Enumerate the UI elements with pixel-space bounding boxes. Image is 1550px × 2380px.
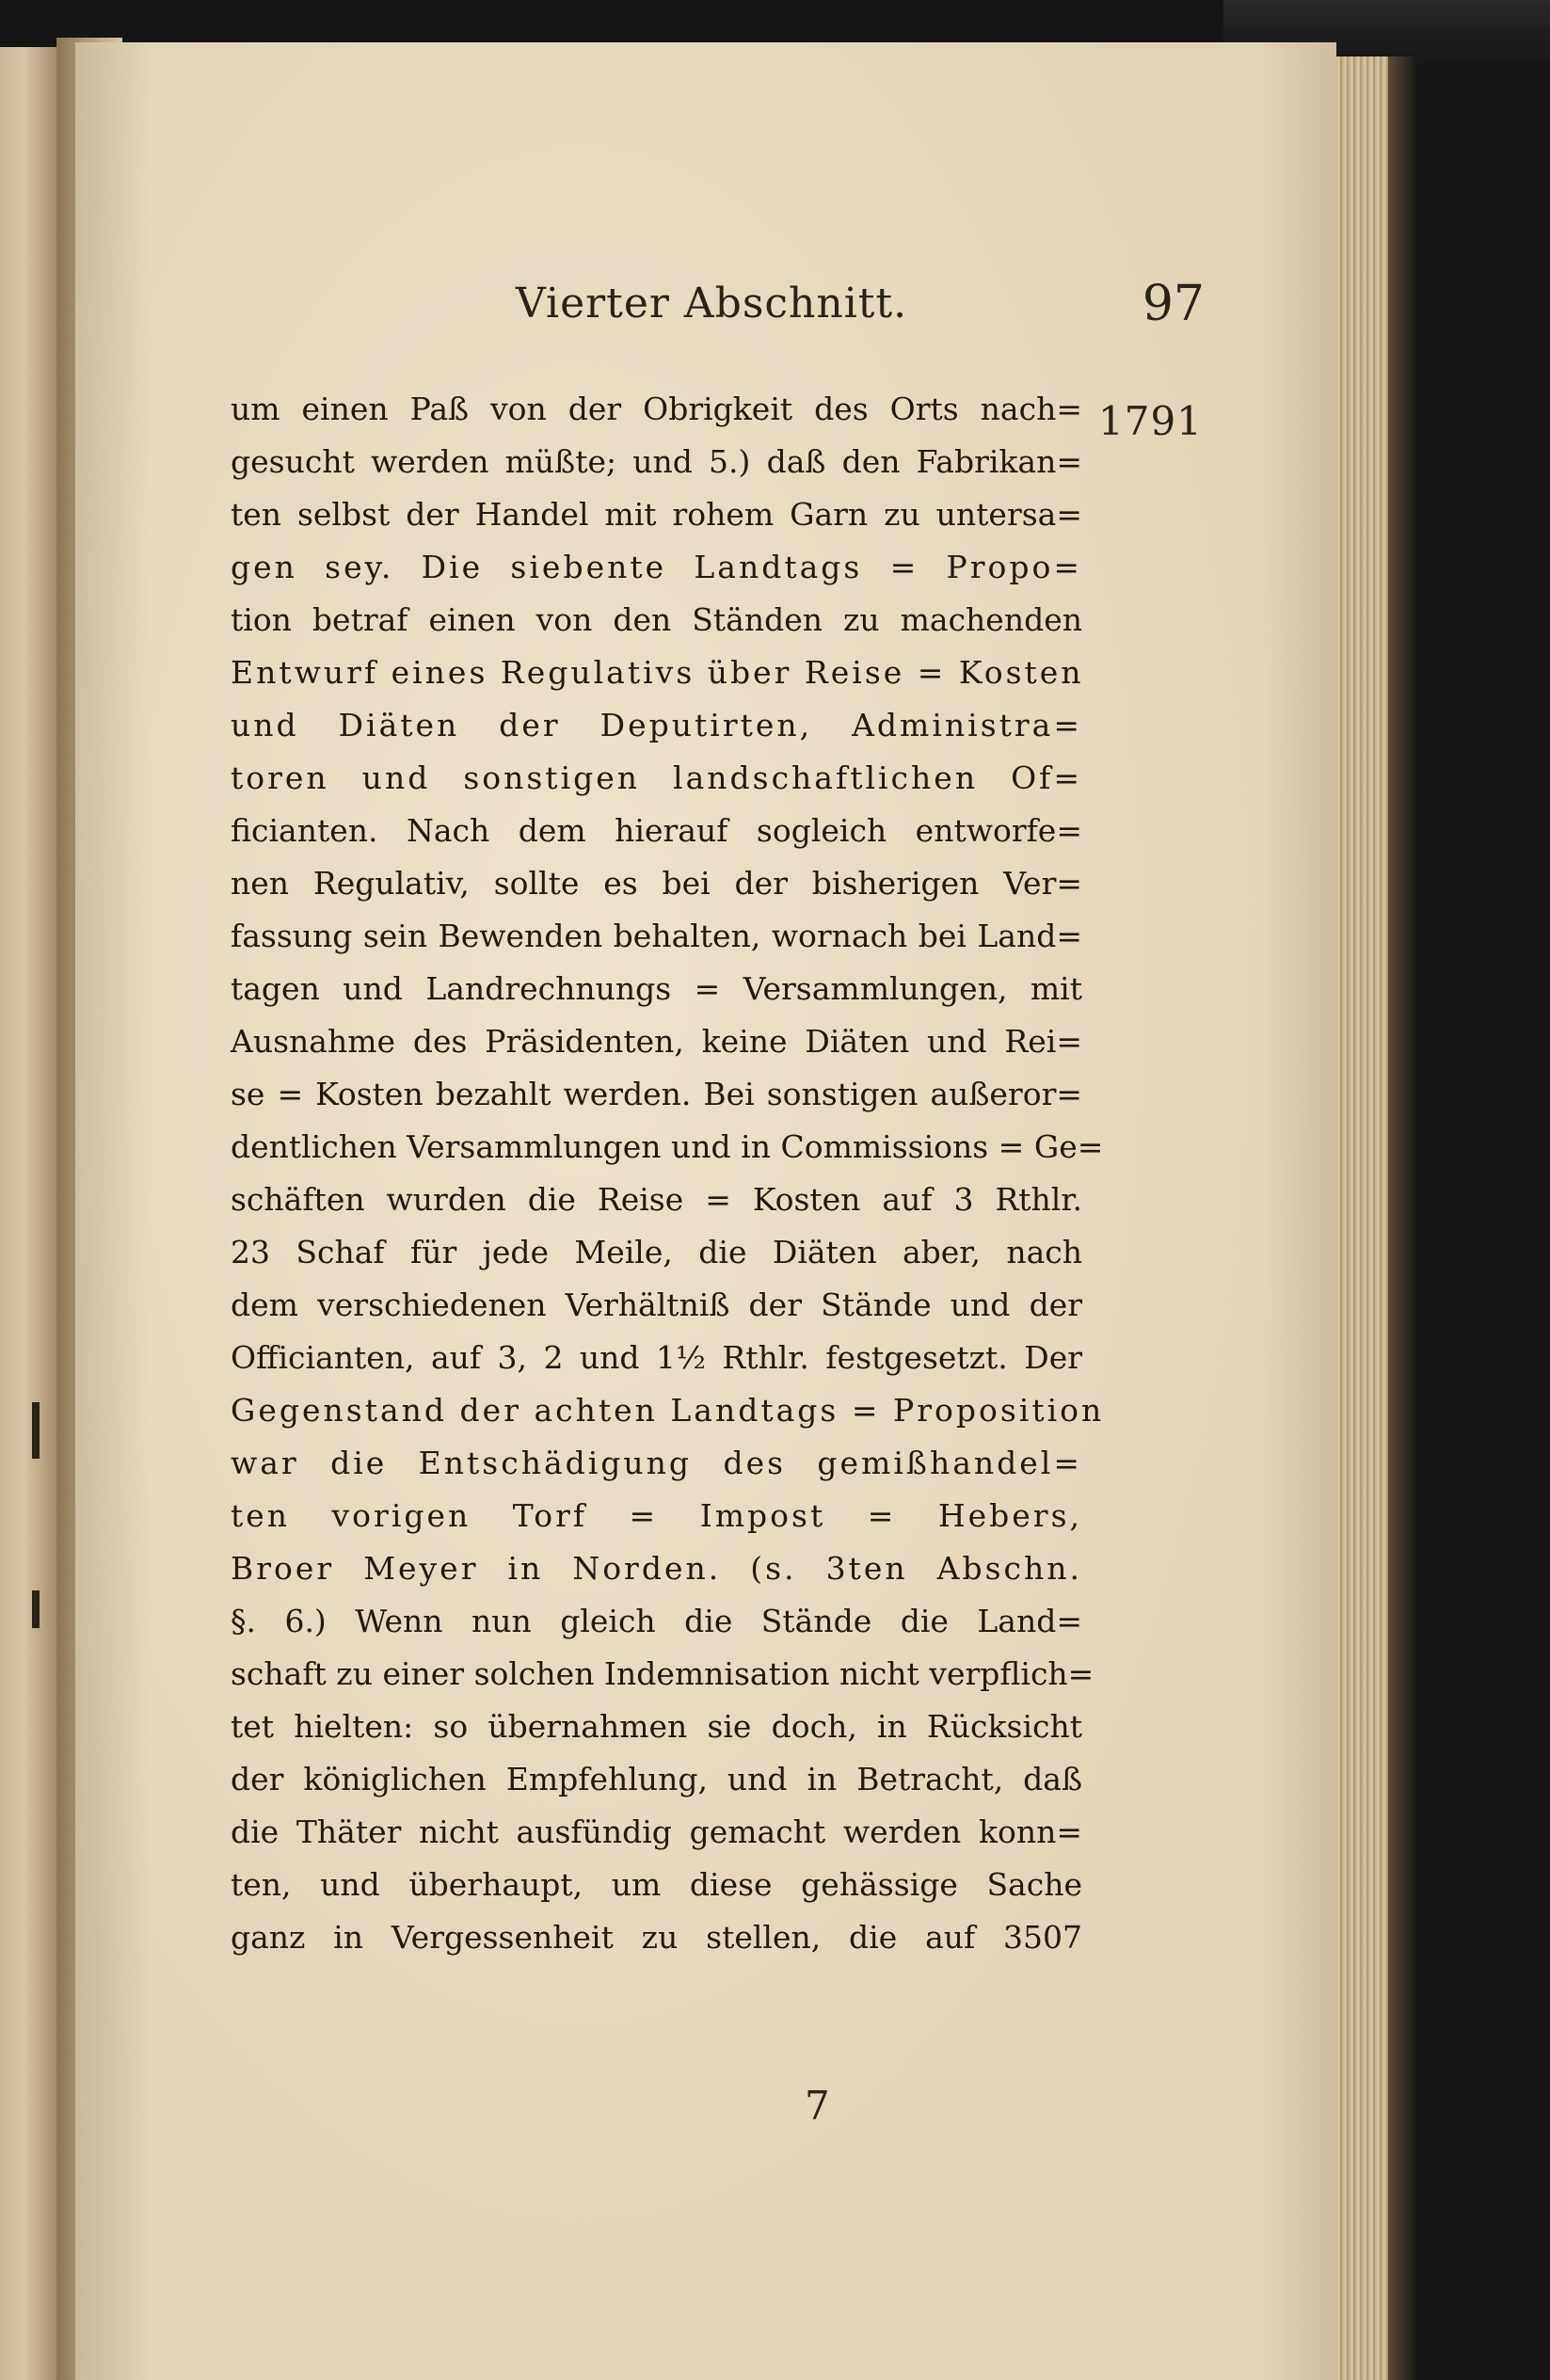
text-line: ten vorigen Torf = Impost = Hebers, xyxy=(231,1497,1082,1534)
text-line: tion betraf einen von den Ständen zu machenden xyxy=(231,601,1082,638)
text-line: Broer Meyer in Norden. (s. 3ten Abschn. xyxy=(231,1550,1082,1587)
text-line: tet hielten: so übernahmen sie doch, in Rücksicht xyxy=(231,1708,1082,1745)
text-line: schäften wurden die Reise = Kosten auf 3 Rthlr. xyxy=(231,1181,1082,1218)
text-line: und Diäten der Deputirten, Administra= xyxy=(231,707,1082,743)
book-page xyxy=(75,42,1336,2380)
text-line: dentlichen Versammlungen und in Commissions = Ge= xyxy=(231,1128,1104,1165)
page-stack-edges xyxy=(1336,56,1388,2380)
text-line: ganz in Vergessenheit zu stellen, die auf 3507 xyxy=(231,1919,1082,1956)
text-line: die Thäter nicht ausfündig gemacht werden konn= xyxy=(231,1813,1082,1850)
text-line: nen Regulativ, sollte es bei der bisherigen Ver= xyxy=(231,865,1082,902)
page-header xyxy=(301,259,1205,343)
text-line: Ausnahme des Präsidenten, keine Diäten und Rei= xyxy=(231,1023,1082,1060)
body-text xyxy=(231,383,1105,1964)
signature-mark: 7 xyxy=(805,2083,830,2129)
text-line: der königlichen Empfehlung, und in Betracht, daß xyxy=(231,1761,1082,1797)
left-page-mark xyxy=(32,1402,40,1459)
text-line: ten selbst der Handel mit rohem Garn zu untersa= xyxy=(231,496,1082,533)
margin-year: 1791 xyxy=(1098,398,1203,444)
text-line: se = Kosten bezahlt werden. Bei sonstigen außeror= xyxy=(231,1076,1082,1112)
text-line: 23 Schaf für jede Meile, die Diäten aber, nach xyxy=(231,1234,1082,1270)
text-line: war die Entschädigung des gemißhandel= xyxy=(231,1445,1082,1481)
left-page-edge xyxy=(0,47,56,2380)
text-line: um einen Paß von der Obrigkeit des Orts nach= xyxy=(231,391,1082,427)
page-number: 97 xyxy=(1142,276,1205,332)
page-stack-shadow xyxy=(1388,56,1416,2380)
text-line: Officianten, auf 3, 2 und 1½ Rthlr. festgesetzt. Der xyxy=(231,1339,1082,1376)
text-line: Gegenstand der achten Landtags = Proposition xyxy=(231,1392,1105,1429)
text-line: §. 6.) Wenn nun gleich die Stände die Land= xyxy=(231,1603,1082,1639)
text-line: ten, und überhaupt, um diese gehässige Sache xyxy=(231,1866,1082,1903)
text-line: schaft zu einer solchen Indemnisation nicht verpflich= xyxy=(231,1655,1095,1692)
text-line: ficianten. Nach dem hierauf sogleich entworfe= xyxy=(231,812,1082,849)
text-line: gen sey. Die siebente Landtags = Propo= xyxy=(231,549,1082,585)
text-line: dem verschiedenen Verhältniß der Stände und der xyxy=(231,1286,1082,1323)
text-line: gesucht werden müßte; und 5.) daß den Fabrikan= xyxy=(231,443,1082,480)
text-line: Entwurf eines Regulativs über Reise = Kosten xyxy=(231,654,1084,691)
text-line: fassung sein Bewenden behalten, wornach bei Land= xyxy=(231,918,1082,954)
text-line: toren und sonstigen landschaftlichen Of= xyxy=(231,759,1082,796)
running-head: Vierter Abschnitt. xyxy=(516,280,908,327)
left-page-mark xyxy=(32,1590,40,1628)
text-line: tagen und Landrechnungs = Versammlungen, mit xyxy=(231,970,1082,1007)
